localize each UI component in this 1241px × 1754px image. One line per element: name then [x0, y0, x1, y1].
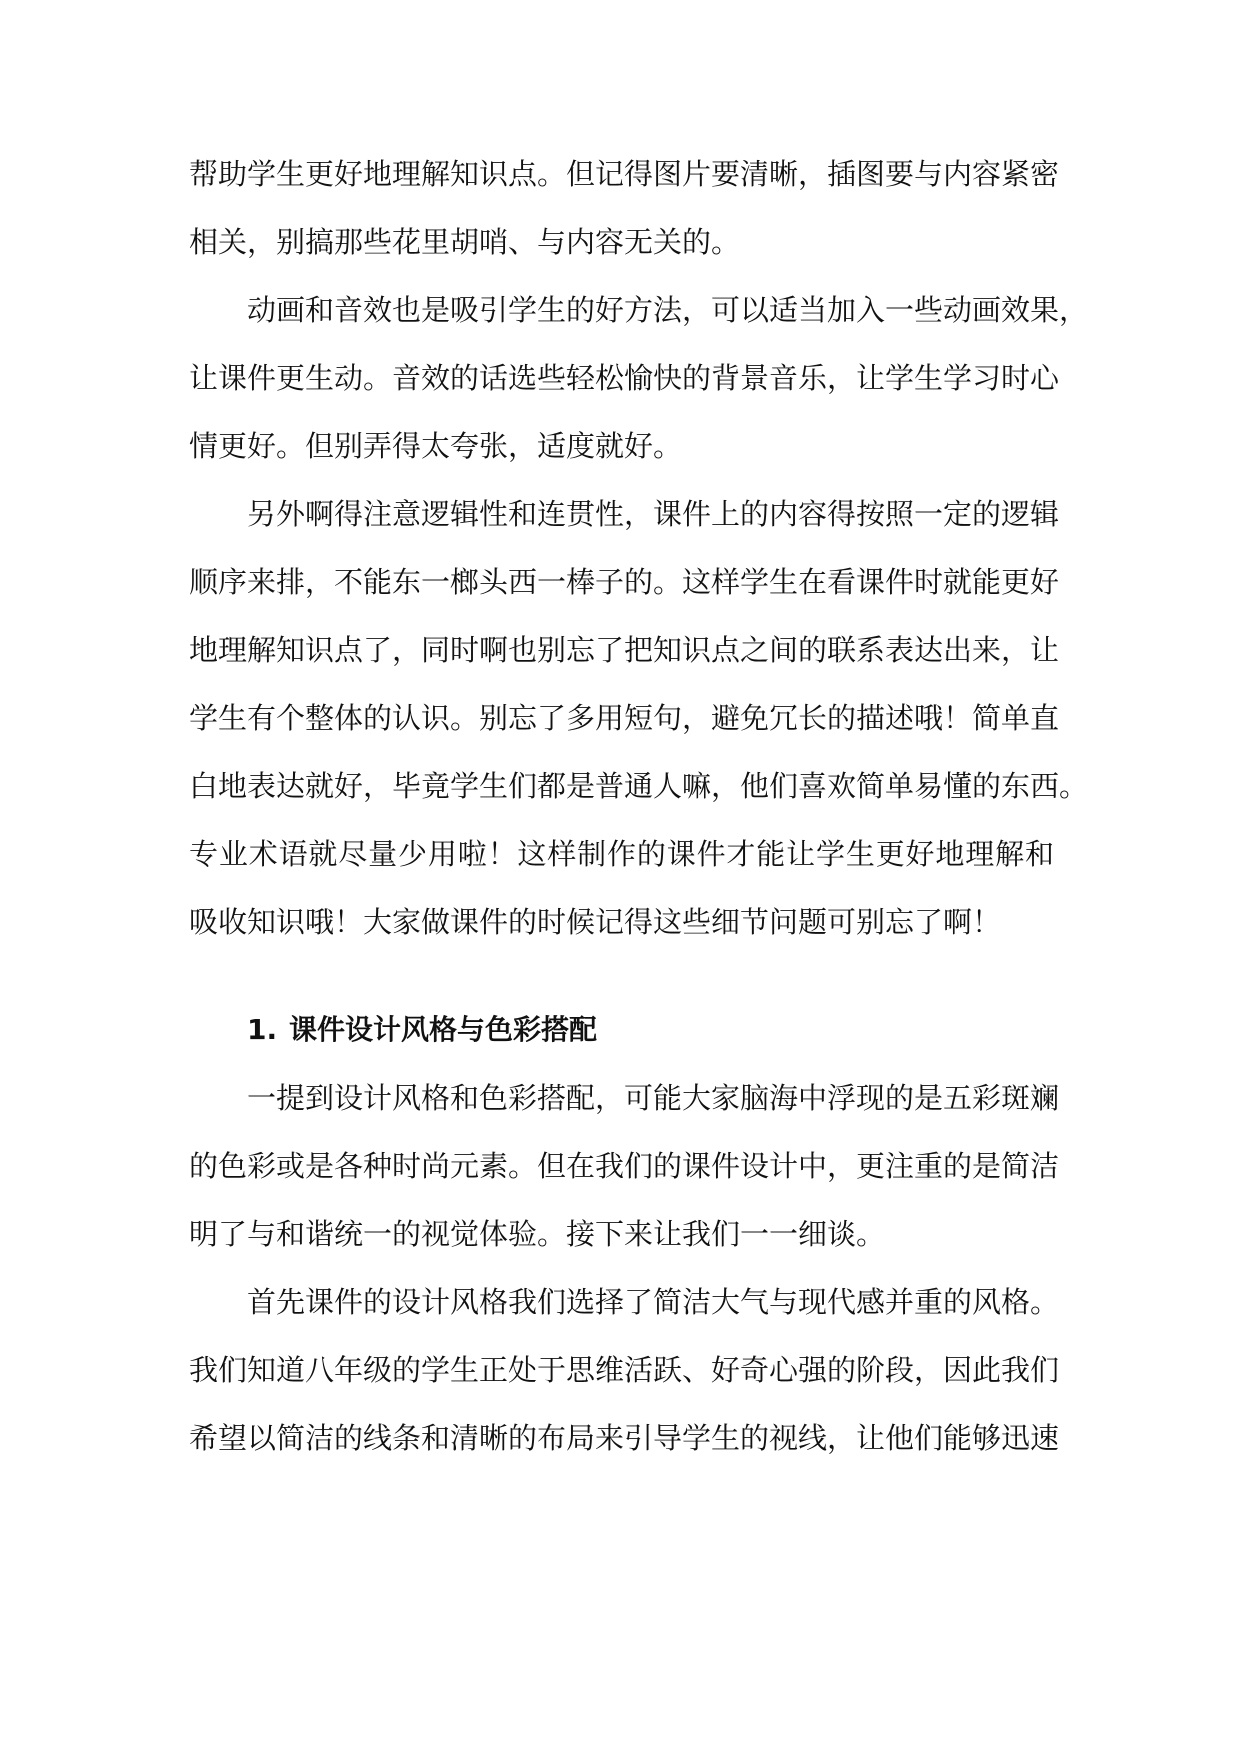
document-body — [189, 140, 1089, 1472]
paragraph-line: 首先课件的设计风格我们选择了简洁大气与现代感并重的风格。 — [247, 1285, 1060, 1319]
paragraph-line: 动画和音效也是吸引学生的好方法，可以适当加入一些动画效果， — [247, 293, 1089, 327]
paragraph-line: 一提到设计风格和色彩搭配，可能大家脑海中浮现的是五彩斑斓 — [247, 1081, 1060, 1115]
section-heading — [189, 996, 1054, 1064]
section-title: 课件设计风格与色彩搭配 — [289, 1013, 598, 1046]
paragraph-line: 情更好。但别弄得太夸张，适度就好。 — [189, 429, 683, 463]
paragraph-line: 我们知道八年级的学生正处于思维活跃、好奇心强的阶段，因此我们 — [189, 1353, 1060, 1387]
paragraph-line: 帮助学生更好地理解知识点。但记得图片要清晰，插图要与内容紧密 — [189, 157, 1060, 191]
paragraph-line: 吸收知识哦！大家做课件的时候记得这些细节问题可别忘了啊！ — [189, 905, 1002, 939]
paragraph-line: 白地表达就好，毕竟学生们都是普通人嘛，他们喜欢简单易懂的东西。 — [189, 769, 1089, 803]
paragraph-line: 的色彩或是各种时尚元素。但在我们的课件设计中，更注重的是简洁 — [189, 1149, 1060, 1183]
paragraph-line: 地理解知识点了，同时啊也别忘了把知识点之间的联系表达出来，让 — [189, 633, 1060, 667]
paragraph-line: 另外啊得注意逻辑性和连贯性，课件上的内容得按照一定的逻辑 — [247, 497, 1060, 531]
paragraph-line: 学生有个整体的认识。别忘了多用短句，避免冗长的描述哦！简单直 — [189, 701, 1060, 735]
paragraph-line: 相关，别搞那些花里胡哨、与内容无关的。 — [189, 225, 741, 259]
paragraph-line: 让课件更生动。音效的话选些轻松愉快的背景音乐，让学生学习时心 — [189, 361, 1060, 395]
paragraph-line: 明了与和谐统一的视觉体验。接下来让我们一一细谈。 — [189, 1217, 886, 1251]
section-number: 1. — [247, 1013, 278, 1046]
paragraph-line: 专业术语就尽量少用啦！这样制作的课件才能让学生更好地理解和 — [189, 837, 1054, 871]
paragraph-line: 希望以简洁的线条和清晰的布局来引导学生的视线，让他们能够迅速 — [189, 1421, 1060, 1455]
paragraph-line: 顺序来排，不能东一榔头西一棒子的。这样学生在看课件时就能更好 — [189, 565, 1060, 599]
